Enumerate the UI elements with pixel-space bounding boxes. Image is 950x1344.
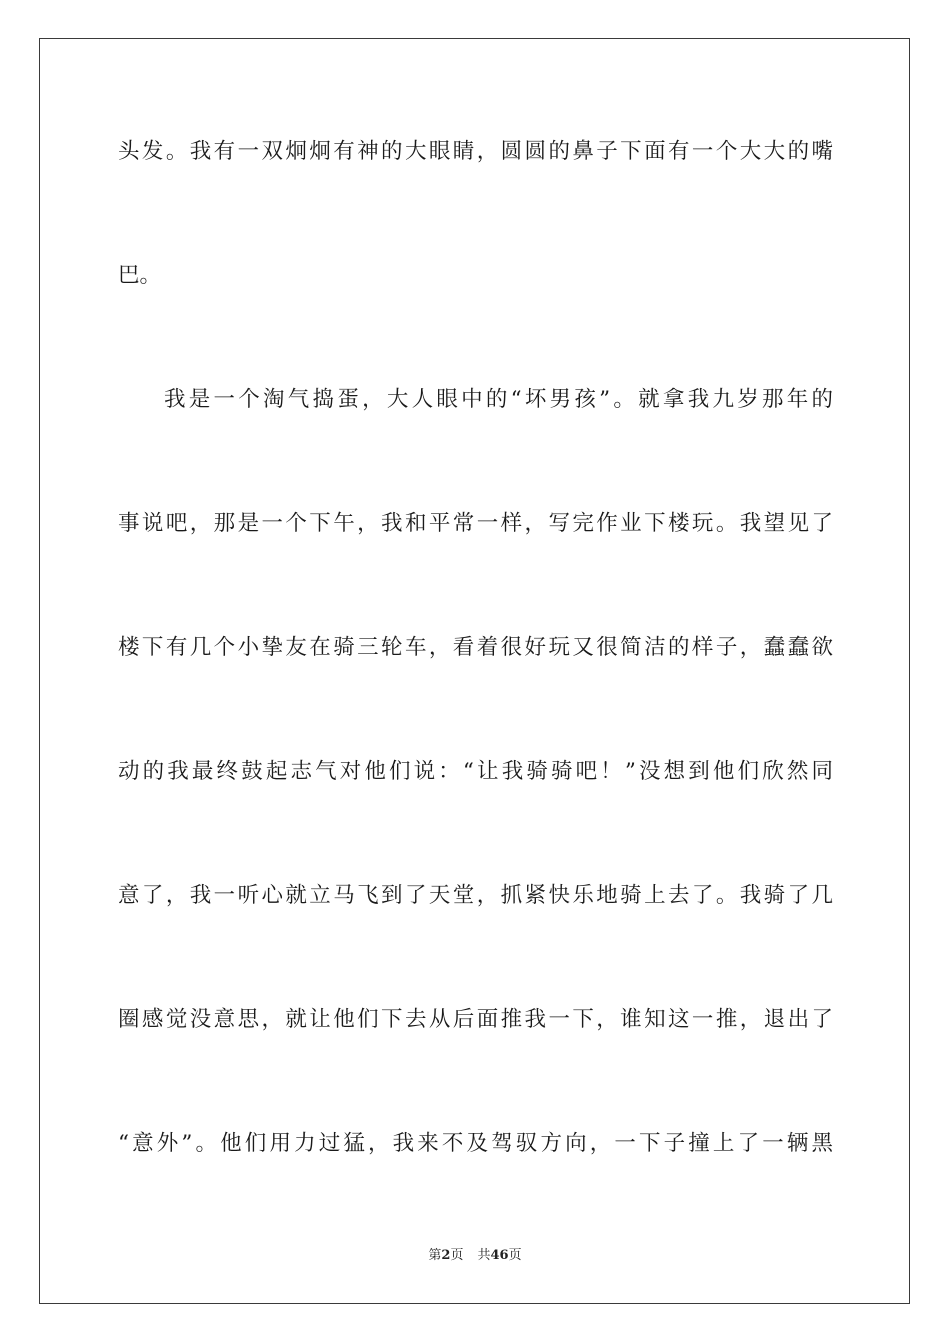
body-line-5: 楼下有几个小挚友在骑三轮车，看着很好玩又很简洁的样子，蠢蠢欲	[118, 635, 833, 660]
page-number: 2	[441, 1248, 451, 1263]
body-line-8: 圈感觉没意思，就让他们下去从后面推我一下，谁知这一推，退出了	[118, 1007, 833, 1032]
page-prefix: 第	[428, 1248, 442, 1263]
total-prefix: 共	[477, 1248, 491, 1263]
page-suffix: 页	[450, 1248, 464, 1263]
body-line-6: 动的我最终鼓起志气对他们说：“让我骑骑吧！”没想到他们欣然同	[118, 759, 833, 784]
body-line-7: 意了，我一听心就立马飞到了天堂，抓紧快乐地骑上去了。我骑了几	[118, 883, 833, 908]
body-line-4: 事说吧，那是一个下午，我和平常一样，写完作业下楼玩。我望见了	[118, 511, 833, 536]
page-footer	[0, 1247, 950, 1265]
body-line-9: “意外”。他们用力过猛，我来不及驾驭方向，一下子撞上了一辆黑	[118, 1131, 833, 1156]
page-frame	[39, 38, 910, 1304]
total-suffix: 页	[508, 1248, 522, 1263]
body-line-2: 巴。	[118, 263, 162, 288]
total-pages: 46	[490, 1248, 509, 1263]
body-line-3: 我是一个淘气捣蛋，大人眼中的“坏男孩”。就拿我九岁那年的	[164, 387, 833, 412]
body-line-1: 头发。我有一双炯炯有神的大眼睛，圆圆的鼻子下面有一个大大的嘴	[118, 139, 833, 164]
